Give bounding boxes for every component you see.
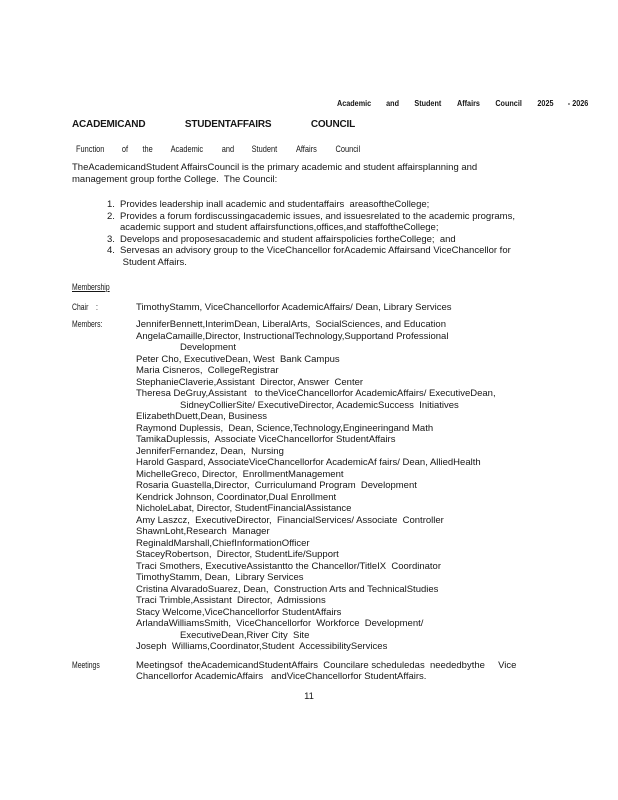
member-line: Theresa DeGruy,Assistant to theViceChancellorfor AcademicAffairs/ ExecutiveDean, — [136, 388, 496, 399]
section-heading-word: and — [221, 144, 235, 155]
member-line: Harold Gaspard, AssociateViceChancellorfor AcademicAf fairs/ Dean, AlliedHealth — [136, 457, 481, 468]
members-row — [72, 319, 590, 653]
numbered-list-line — [107, 211, 590, 223]
member-line: ExecutiveDean,River City Site — [180, 629, 310, 641]
member-line: ShawnLoht,Research Manager — [136, 526, 270, 537]
meetings-label — [72, 660, 111, 672]
meetings-row — [72, 660, 590, 683]
member-line: Rosaria Guastella,Director, Curriculumand Program Development — [136, 480, 417, 491]
member-line: StaceyRobertson, Director, StudentLife/Support — [136, 549, 339, 560]
chair-label-text: Chair : — [72, 301, 98, 313]
meetings-line: Chancellorfor AcademicAffairs andViceChancellorfor StudentAffairs. — [136, 671, 427, 682]
list-number: 1. — [107, 199, 115, 210]
running-header-word: 2025 — [537, 98, 554, 108]
member-line: JenniferFernandez, Dean, Nursing — [136, 445, 284, 457]
member-line: StephanieClaverie,Assistant Director, Answer Center — [136, 376, 364, 388]
member-line: Amy Laszcz, ExecutiveDirector, FinancialServices/ Associate Controller — [136, 514, 444, 526]
section-heading-word: Council — [335, 144, 361, 155]
members-list — [136, 319, 590, 653]
running-header-word: - 2026 — [567, 98, 589, 108]
section-heading-word: of — [121, 144, 128, 155]
member-line: Maria Cisneros, CollegeRegistrar — [136, 365, 279, 376]
member-line: Traci Trimble,Assistant Director, Admissions — [136, 595, 326, 606]
intro-line: TheAcademicandStudent AffairsCouncil is the primary academic and student affairsplanning and — [72, 162, 478, 173]
running-header-word: Council — [495, 98, 522, 108]
running-header — [334, 98, 590, 108]
member-line: ArlandaWilliamsSmith, ViceChancellorfor Workforce Development/ — [136, 618, 424, 629]
running-header-word: Academic — [337, 98, 372, 108]
member-line: Kendrick Johnson, Coordinator,Dual Enrollment — [136, 491, 337, 503]
numbered-list-line — [107, 222, 590, 234]
page-title — [72, 119, 355, 130]
meetings-label-text: Meetings — [72, 659, 100, 671]
member-line: TamikaDuplessis, Associate ViceChancellorfor StudentAffairs — [136, 434, 396, 445]
running-header-word: Affairs — [456, 98, 480, 108]
page-number: 11 — [304, 691, 314, 702]
list-number — [107, 222, 120, 234]
section-heading-function — [72, 145, 364, 155]
member-line: Traci Smothers, ExecutiveAssistantto the Chancellor/TitleIX Coordinator — [136, 560, 442, 572]
member-line: Development — [180, 342, 236, 353]
member-line: MichelleGreco, Director, EnrollmentManagement — [136, 468, 344, 480]
member-line: JenniferBennett,InterimDean, LiberalArts, SocialSciences, and Education — [136, 319, 446, 330]
chair-value: TimothyStamm, ViceChancellorfor AcademicAffairs/ Dean, Library Services — [136, 301, 452, 313]
member-line: Stacy Welcome,ViceChancellorfor StudentAffairs — [136, 606, 342, 618]
member-line: ReginaldMarshall,ChiefInformationOfficer — [136, 537, 310, 549]
member-line: Raymond Duplessis, Dean, Science,Technology,Engineeringand Math — [136, 422, 434, 434]
numbered-list-line — [107, 199, 590, 211]
list-text: Provides a forum fordiscussingacademic issues, and issuesrelated to the academic programs, — [120, 210, 515, 222]
section-heading-word: Student — [251, 144, 278, 155]
members-label-text: Members: — [72, 319, 103, 330]
member-line: ElizabethDuett,Dean, Business — [136, 411, 267, 422]
meetings-line: Meetingsof theAcademicandStudentAffairs Councilare scheduledas neededbythe Vice — [136, 659, 517, 671]
section-heading-word: the — [142, 144, 153, 155]
list-text: Student Affairs. — [120, 256, 187, 268]
list-text: academic support and student affairsfunctions,offices,and staffoftheCollege; — [120, 222, 439, 233]
list-number: 3. — [107, 233, 115, 245]
section-heading-word: Affairs — [296, 144, 318, 155]
member-line: TimothyStamm, Dean, Library Services — [136, 572, 304, 583]
section-heading-word: Function — [76, 144, 105, 155]
member-line: Peter Cho, ExecutiveDean, West Bank Campus — [136, 353, 340, 365]
numbered-list-line — [107, 234, 590, 246]
list-text: Provides leadership inall academic and studentaffairs areasoftheCollege; — [120, 199, 430, 210]
section-heading-word: Academic — [170, 144, 204, 155]
members-label — [72, 319, 114, 331]
member-line: AngelaCamaille,Director, InstructionalTechnology,Supportand Professional — [136, 330, 449, 342]
membership-heading — [72, 282, 590, 294]
chair-row — [72, 302, 590, 314]
member-line: Joseph Williams,Coordinator,Student AccessibilityServices — [136, 641, 388, 652]
chair-label — [72, 302, 108, 314]
page-title-part: STUDENTAFFAIRS — [184, 119, 272, 130]
page-title-part: ACADEMICAND — [72, 119, 146, 130]
numbered-list-line — [107, 257, 590, 269]
numbered-list-line — [107, 245, 590, 257]
member-line: SidneyCollierSite/ ExecutiveDirector, AcademicSuccess Initiatives — [180, 399, 459, 411]
membership-heading-text: Membership — [72, 282, 110, 293]
meetings-paragraph — [136, 660, 590, 683]
page-title-part: COUNCIL — [310, 119, 355, 130]
list-number: 4. — [107, 245, 115, 256]
list-text: Servesas an advisory group to the ViceChancellor forAcademic Affairsand ViceChancellor for — [120, 245, 511, 256]
list-number — [107, 257, 120, 269]
list-number: 2. — [107, 210, 115, 222]
member-line: NicholeLabat, Director, StudentFinancialAssistance — [136, 503, 352, 514]
intro-line: management group forthe College. The Council: — [72, 173, 278, 185]
list-text: Develops and proposesacademic and student affairspolicies fortheCollege; and — [120, 233, 456, 245]
member-line: Cristina AlvaradoSuarez, Dean, Construction Arts and TechnicalStudies — [136, 583, 439, 595]
running-header-word: Student — [414, 98, 442, 108]
running-header-word: and — [386, 98, 400, 108]
intro-paragraph — [72, 162, 590, 185]
function-numbered-list — [107, 199, 590, 268]
